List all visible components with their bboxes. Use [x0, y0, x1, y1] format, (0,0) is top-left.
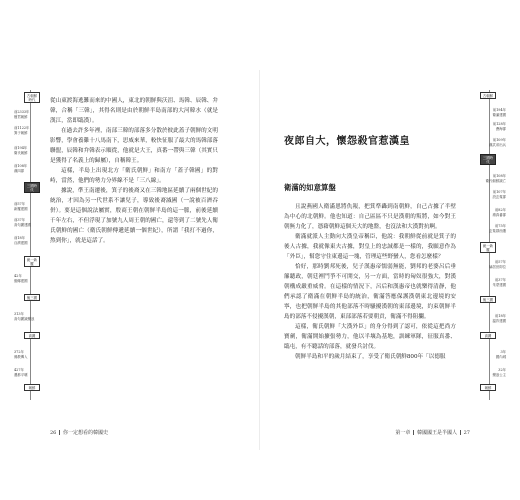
paragraph: 衛滿就派人主動向大漢皇帝稱臣，他說：我朝鮮從前就是箕子的後人古據，我就像東夫古據，對皇上的忠誠都是一樣的，我願意作為「外臣」，幫您守住東邊這一塊，管理這些野蠻人，您看怎麼樣？ [284, 234, 456, 260]
timeline-label: 前75年 [494, 224, 506, 228]
page-number: 27 [463, 430, 470, 436]
timeline-label: 漢四郡 [14, 169, 25, 173]
timeline-label: 衛氏朝鮮 [14, 151, 28, 155]
chapter-header [284, 132, 444, 147]
era-box: 統一新羅 [24, 256, 40, 267]
era-box: 統一新羅 [480, 242, 496, 253]
timeline-label: 前128年 [492, 122, 506, 126]
footer-separator [413, 430, 414, 435]
paragraph: 朝鮮半島和平的歲月結束了，享受了衛氏朝鮮800年「以德服 [295, 354, 446, 360]
timeline-label: 前194年 [14, 146, 28, 150]
paragraph: 恰好，那時劉邦死後，兒子漢惠帝懦弱無能，劉邦的老婆呂后垂簾聽政，朝廷裡鬥爭不可開交，另一方面，當時的匈奴很強大，對漢朝構成嚴重威脅。在這樣的情況下，呂后和漢惠帝也就樂得清靜，他們承認了衛滿在朝鮮半島的統治，衛滿答應保護漢朝東北邊境的安寧，也把朝鮮半島的其他部落不時騷擾漢朝的東部邊境，約束朝鮮半島的部落不侵擾漢朝，東部部落若要朝貢，衛滿不得阻攔。 [284, 264, 456, 320]
timeline-label: 佛教傳入 [14, 355, 28, 359]
era-box: 古朝鮮 [480, 92, 496, 99]
timeline-label: 313年 [14, 312, 24, 316]
timeline-label: 廢真番郡 [492, 213, 506, 217]
left-footer [50, 429, 108, 436]
chapter-title: 夜郎自大，懷怨殺官惹漢皇 [284, 136, 410, 147]
timeline-label: 32年 [498, 368, 506, 372]
timeline-label: 前2333年 [14, 110, 30, 114]
timeline-label: 前194年 [492, 108, 506, 112]
timeline-label: 前18年 [14, 236, 26, 240]
timeline-label: 前82年 [494, 208, 506, 212]
footer-separator [460, 430, 461, 435]
timeline-label: 百濟建國 [14, 241, 28, 245]
timeline-label: 前57年 [494, 260, 506, 264]
era-box: 朝鮮 [480, 384, 496, 391]
paragraph: 從山東渡海逃難而來的中國人，東北的朝鮮與沃沮、馬韓、辰韓、弁韓，合稱「三韓」，其得名則是由於朝鮮半島南部的大河韓水（就是漢江，當即臨漢）。 [50, 98, 218, 124]
timeline-label: 衛滿建國 [492, 113, 506, 117]
timeline-label: 前37年 [494, 278, 506, 282]
timeline-label: 高句麗滅樂浪 [14, 317, 35, 321]
timeline-label: 漢武帝出兵 [489, 143, 506, 147]
right-footer [395, 429, 470, 436]
timeline-label: 設玄菟郡 [492, 195, 506, 199]
timeline-label: 前108年 [14, 164, 28, 168]
paragraph: 這樣，半島上出現北方「衛氏朝鮮」和南方「蓋子韓國」的對峙，當然，他們的勢力分界線不是「三八線」。 [50, 168, 218, 184]
paragraph: 據說，準王南遷後，箕子的後裔又在三韓地區延續了兩個世紀的統治，才因為另一代世系不讓兒子，導致後裔滅國（一說被百濟吞併）。要是這個說法屬實，殷商王朝在朝鮮半島的這一脈，前後延續千年左右，不但浮現了加號九人周王朝的國亡，還等到了二號先人衛氏朝鮮的國亡（衛氏朝鮮傳遞延續一個世紀），所謂「我打不過你，熬到你」，就是這話了。 [50, 188, 218, 244]
timeline-label: 前37年 [14, 218, 26, 222]
era-box: 高麗 [480, 332, 496, 339]
timeline-label: 42年 [14, 274, 22, 278]
timeline-label: 前108年 [492, 174, 506, 178]
timeline-label: 427年 [14, 368, 24, 372]
timeline-label: 國內城 [495, 355, 506, 359]
timeline-label: 遷都平壤 [14, 373, 28, 377]
timeline-label: 3年 [500, 350, 506, 354]
era-box: 朝鮮 [24, 384, 40, 391]
right-body-text [284, 202, 456, 362]
timeline-label: 衛氏朝鮮滅亡 [485, 179, 506, 183]
timeline-label: 朱蒙建國 [492, 283, 506, 287]
era-box: 三國時代 [24, 182, 40, 193]
timeline-label: 前109年 [492, 138, 506, 142]
timeline-label: 伽倻建國 [14, 279, 28, 283]
paragraph: 這樣，衛氏朝鮮「大漢外臣」的身分得到了認可，依從這把尚方寶劍，衛滿開始擴張勢力，他以半壤為基地，訓練軍隊，征服真番、臨屯，有不聽話的部落，就發兵討伐。 [284, 324, 456, 350]
book-title: 你一定想看的韓國史 [62, 430, 108, 436]
paragraph: 在過去許多年裡，南部三韓的部落多分散於彼此蓋子朝鮮的文明影響，學會養雞十八馬南下，思威來華，較快征服了最大的馬韓部落聯盟，辰韓和弁韓表示順從，他就是大王，真番一帶與三韓（其實只是獲得了名義上的歸屬），自稱韓王。 [50, 128, 218, 164]
paragraph: 且說燕國人衛滿恩將仇報，把箕準轟到南朝鮮，自己占據了半壁為中心的北朝鮮。他也知道：自己區區不只是漢朝的叛將，如今對王朝無力化了，憑藉朝鮮這個天大的地盤，也沒法和大漢對抗啊。 [284, 204, 456, 230]
chapter-name: 韓國國王是半國人 [417, 430, 458, 436]
section-title: 衛滿的如意算盤 [284, 183, 336, 192]
era-box: 後三國 [480, 296, 496, 303]
timeline-label: 新羅建國 [14, 207, 28, 211]
page-number: 26 [50, 430, 57, 436]
timeline-label: 前107年 [492, 190, 506, 194]
timeline-label: 樂浪公主 [492, 373, 506, 377]
left-timeline [12, 90, 46, 400]
right-timeline [474, 90, 508, 400]
timeline-label: 赫居世即位 [489, 265, 506, 269]
left-body-text [50, 96, 218, 246]
left-page [10, 70, 260, 450]
book-spread [10, 70, 510, 450]
footer-separator [59, 430, 60, 435]
timeline-label: 前18年 [494, 314, 506, 318]
timeline-label: 玄菟郡西遷 [489, 229, 506, 233]
right-page [260, 70, 510, 450]
timeline-label: 372年 [14, 350, 24, 354]
era-box: 後三國 [24, 294, 40, 301]
era-box: 古朝鮮時代 [24, 92, 40, 103]
timeline-label: 前57年 [14, 202, 26, 206]
timeline-label: 蒼海郡 [495, 127, 506, 131]
timeline-label: 檀君朝鮮 [14, 115, 28, 119]
era-box: 三國時代 [480, 154, 496, 165]
chapter-label: 第一章 [395, 430, 411, 436]
timeline-label: 前1122年 [14, 126, 30, 130]
timeline-label: 箕子朝鮮 [14, 131, 28, 135]
era-box: 高麗 [24, 332, 40, 339]
timeline-label: 高句麗建國 [14, 223, 31, 227]
timeline-label: 溫祚建國 [492, 319, 506, 323]
timeline-line [30, 90, 31, 400]
